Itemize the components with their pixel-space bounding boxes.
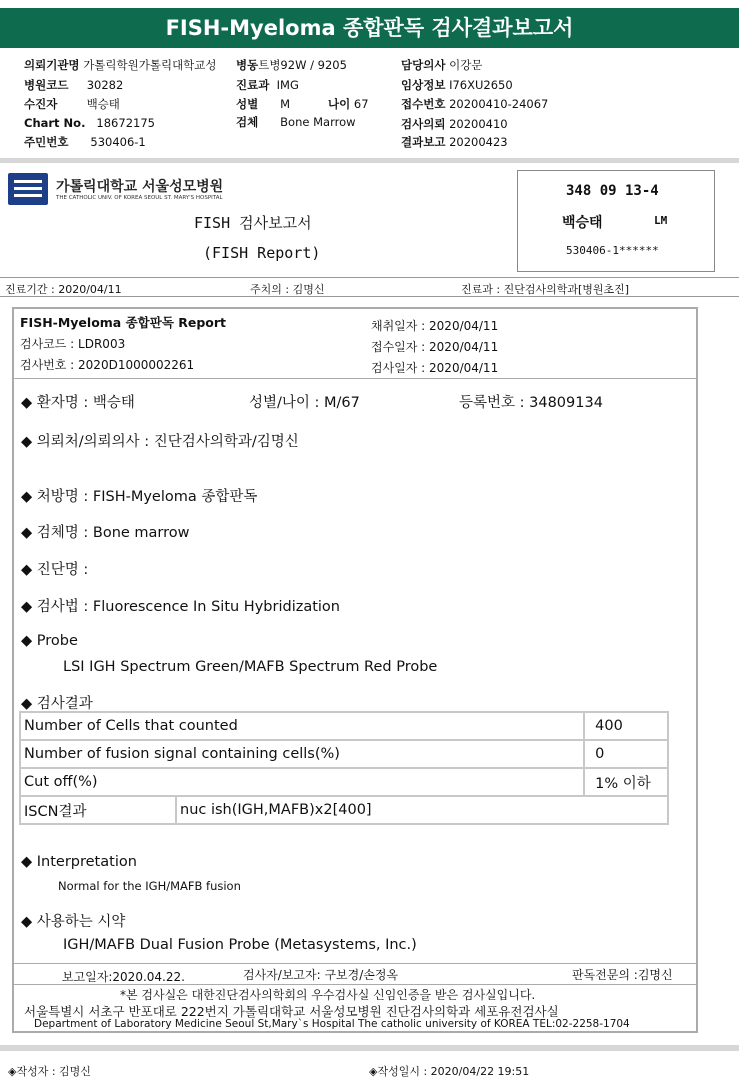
- table-row: [20, 768, 668, 796]
- report-title: FISH-Myeloma 종합판독 검사결과보고서: [0, 8, 739, 48]
- bottom-separator: [0, 1045, 739, 1051]
- interpretation-label: ◆ Interpretation: [21, 854, 137, 870]
- attending-physician: 주치의 : 김명신: [250, 283, 325, 296]
- specimen: ◆ 검체명 : Bone marrow: [21, 525, 190, 541]
- probe-label: ◆ Probe: [21, 633, 78, 649]
- doc-title: FISH 검사보고서: [194, 214, 312, 232]
- hospital-name-en: THE CATHOLIC UNIV. OF KOREA SEOUL ST. MARY'S HOSPITAL: [56, 195, 223, 201]
- age-row: 나이 67: [328, 97, 369, 111]
- sex-row: 성별 M: [236, 97, 291, 111]
- examiner: 검사자/보고자: 구보경/손정옥: [243, 968, 399, 982]
- chart-row: Chart No. 18672175: [24, 116, 155, 130]
- accession-row: 접수번호 20200410-24067: [401, 97, 549, 111]
- prescription: ◆ 처방명 : FISH-Myeloma 종합판독: [21, 489, 258, 505]
- table-row: [20, 796, 668, 824]
- patient-id-box: [517, 170, 715, 272]
- result-value: 1% 이하: [584, 768, 668, 796]
- ward-row: 병동트병92W / 9205: [236, 58, 347, 72]
- address-english: Department of Laboratory Medicine Seoul St,Mary`s Hospital The catholic university of KOREA TEL:02-2258-1704: [34, 1018, 630, 1030]
- result-name: Cut off(%): [20, 768, 584, 796]
- report-date-row: 결과보고 20200423: [401, 135, 508, 149]
- result-label: ◆ 검사결과: [21, 696, 93, 712]
- clinical-row: 임상정보 I76XU2650: [401, 78, 513, 92]
- reading-expert: 판독전문의 :김명신: [572, 968, 673, 982]
- report-name: FISH-Myeloma 종합판독 Report: [20, 315, 227, 330]
- received-date: 접수일자 : 2020/04/11: [371, 340, 499, 354]
- reagent-label: ◆ 사용하는 시약: [21, 914, 126, 930]
- result-name: Number of Cells that counted: [20, 712, 584, 740]
- iscn-value: nuc ish(IGH,MAFB)x2[400]: [176, 796, 668, 824]
- result-value: 400: [584, 712, 668, 740]
- resident-row: 주민번호 530406-1: [24, 135, 146, 149]
- patient-sex-age: 성별/나이 : M/67: [249, 395, 360, 411]
- hospital-code-row: 병원코드 30282: [24, 78, 124, 92]
- footer-divider: [14, 963, 698, 964]
- visit-info-bar: [0, 277, 739, 297]
- result-value: 0: [584, 740, 668, 768]
- patient-name: ◆ 환자명 : 백승태: [21, 395, 135, 411]
- patient-box-resident: 530406-1******: [566, 244, 659, 257]
- doc-subtitle: (FISH Report): [203, 244, 321, 262]
- doctor-row: 담당의사 이강문: [401, 58, 483, 72]
- visit-period: 진료기간 : 2020/04/11: [5, 283, 122, 296]
- table-row: [20, 740, 668, 768]
- hospital-name: 가톨릭대학교 서울성모병원: [56, 179, 224, 195]
- probe-value: LSI IGH Spectrum Green/MAFB Spectrum Red Probe: [63, 659, 438, 675]
- institution-row: 의뢰기관명 가톨릭학원가톨릭대학교성: [24, 58, 217, 72]
- dept-row: 진료과 IMG: [236, 78, 299, 92]
- written-datetime: ◈작성일시 : 2020/04/22 19:51: [369, 1065, 530, 1078]
- receiver-row: 수진자 백승태: [24, 97, 120, 111]
- author: ◈작성자 : 김명신: [8, 1065, 91, 1078]
- collected-date: 채취일자 : 2020/04/11: [371, 319, 499, 333]
- patient-box-name: 백승태: [562, 215, 603, 231]
- header-separator: [0, 158, 739, 163]
- report-header-divider: [14, 378, 698, 379]
- iscn-label: ISCN결과: [20, 796, 176, 824]
- interpretation-value: Normal for the IGH/MAFB fusion: [58, 879, 241, 893]
- patient-box-id: 348 09 13-4: [566, 183, 659, 199]
- visit-dept: 진료과 : 진단검사의학과[병원초진]: [461, 283, 630, 296]
- address-korean: 서울특별시 서초구 반포대로 222번지 가톨릭대학교 서울성모병원 진단검사의학과 세포유전검사실: [24, 1004, 559, 1019]
- request-row: 검사의뢰 20200410: [401, 117, 508, 131]
- test-number: 검사번호 : 2020D1000002261: [20, 358, 195, 372]
- patient-box-code: LM: [654, 214, 668, 227]
- report-date: 보고일자:2020.04.22.: [62, 970, 185, 984]
- registration-number: 등록번호 : 34809134: [459, 395, 603, 411]
- result-table: [19, 711, 669, 825]
- requester: ◆ 의뢰처/의뢰의사 : 진단검사의학과/김명신: [21, 434, 299, 450]
- hospital-logo-icon: [8, 173, 48, 205]
- table-row: [20, 712, 668, 740]
- result-name: Number of fusion signal containing cells(%): [20, 740, 584, 768]
- certification-note: *본 검사실은 대한진단검사의학회의 우수검사실 신임인증을 받은 검사실입니다.: [120, 988, 536, 1002]
- tested-date: 검사일자 : 2020/04/11: [371, 361, 499, 375]
- test-method: ◆ 검사법 : Fluorescence In Situ Hybridization: [21, 599, 340, 615]
- reagent-value: IGH/MAFB Dual Fusion Probe (Metasystems, Inc.): [63, 937, 417, 953]
- test-code: 검사코드 : LDR003: [20, 337, 126, 351]
- diagnosis: ◆ 진단명 :: [21, 562, 89, 578]
- specimen-row: 검체 Bone Marrow: [236, 115, 356, 129]
- footer-divider: [14, 984, 698, 985]
